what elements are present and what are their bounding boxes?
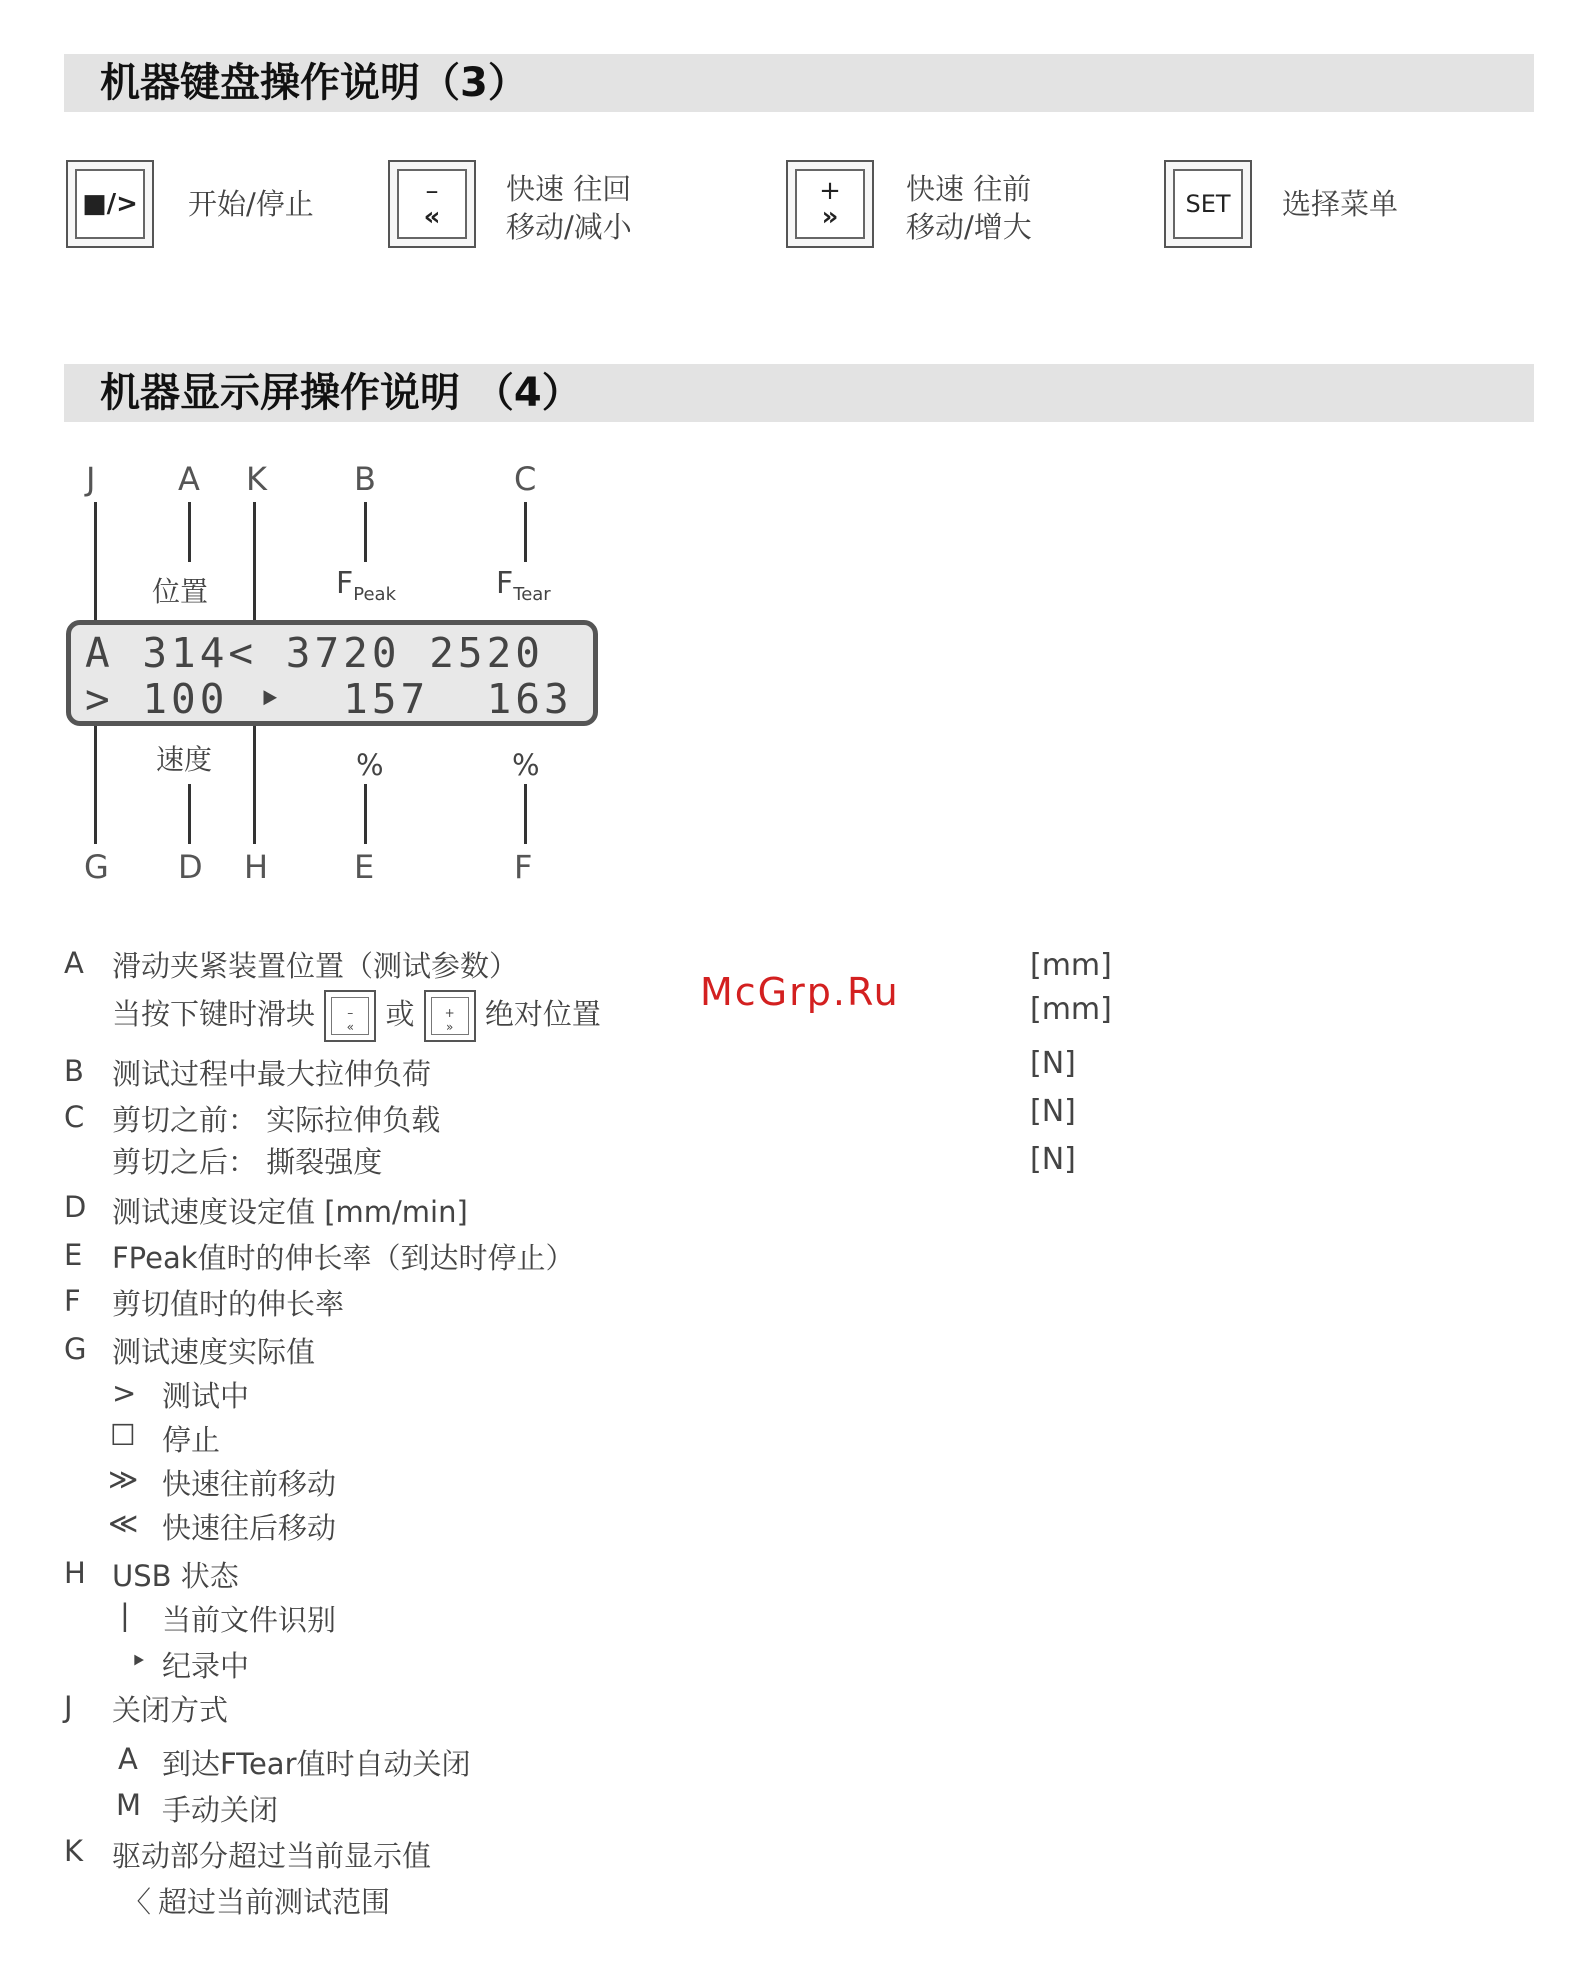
- legend-D-text: 测试速度设定值 [mm/min]: [112, 1195, 468, 1229]
- lcd-display: [66, 620, 598, 726]
- legend-K-item-text: 超过当前测试范围: [158, 1885, 391, 1919]
- rewind-minus-key[interactable]: [388, 160, 476, 248]
- legend-A2-pre: 当按下键时滑块: [112, 997, 316, 1031]
- set-glyph: SET: [1185, 190, 1231, 218]
- legend-H-text: USB 状态: [112, 1559, 239, 1593]
- legend-H-item-sym: |: [120, 1598, 130, 1632]
- legend-C2-text: 剪切之后： 撕裂强度: [112, 1145, 383, 1179]
- legend-G-letter: G: [64, 1332, 87, 1366]
- label-C: C: [514, 460, 537, 498]
- legend-H-letter: H: [64, 1556, 86, 1590]
- legend-J-item-sym: A: [118, 1742, 138, 1776]
- legend-B-unit: [N]: [1030, 1046, 1076, 1081]
- line-A-top: [188, 502, 191, 562]
- legend-G-item-text: 快速往后移动: [162, 1511, 337, 1545]
- legend-A-text: 滑动夹紧装置位置（测试参数）: [112, 949, 519, 983]
- start-stop-label: 开始/停止: [188, 187, 314, 221]
- legend-F-text: 剪切值时的伸长率: [112, 1287, 345, 1321]
- label-A: A: [178, 460, 200, 498]
- label-D: D: [178, 848, 203, 886]
- legend-A2-unit: [mm]: [1030, 992, 1112, 1027]
- fpeak-main: F: [336, 566, 354, 601]
- legend-B-letter: B: [64, 1054, 84, 1088]
- line-D-bottom: [188, 784, 191, 844]
- legend-A2-or: 或: [385, 997, 415, 1031]
- line-E-bottom: [364, 784, 367, 844]
- legend-C-letter: C: [64, 1100, 85, 1134]
- line-B-top: [364, 502, 367, 562]
- legend-E-letter: E: [64, 1238, 83, 1272]
- legend-C-unit: [N]: [1030, 1094, 1076, 1129]
- start-stop-icon: [75, 169, 145, 239]
- legend-D-letter: D: [64, 1190, 87, 1224]
- label-K: K: [246, 460, 267, 498]
- legend-J-letter: J: [64, 1690, 73, 1724]
- legend-A2-post: 绝对位置: [484, 997, 601, 1031]
- start-stop-key[interactable]: [66, 160, 154, 248]
- rewind-minus-label-line1: 快速 往回: [506, 172, 632, 206]
- rewind-minus-icon: [397, 169, 467, 239]
- set-key[interactable]: [1164, 160, 1252, 248]
- label-E: E: [354, 848, 375, 886]
- label-J: J: [86, 460, 96, 498]
- legend-A-letter: A: [64, 946, 84, 980]
- legend-H-item-text: 纪录中: [162, 1649, 250, 1683]
- line-J-top: [94, 502, 97, 620]
- legend-J-item-sym: M: [116, 1788, 142, 1822]
- line-K-top: [253, 502, 256, 620]
- legend-A-unit: [mm]: [1030, 948, 1112, 983]
- mini-double-right: »: [446, 1020, 454, 1034]
- plus-key-icon: [424, 990, 476, 1042]
- caption-fpeak: [336, 566, 396, 605]
- legend-G-item-sym: >: [112, 1376, 137, 1410]
- legend-G-text: 测试速度实际值: [112, 1335, 316, 1369]
- caption-position: 位置: [152, 575, 209, 608]
- lcd-row-1: A 314< 3720 2520: [85, 629, 544, 677]
- legend-G-item-text: 快速往前移动: [162, 1467, 337, 1501]
- label-G: G: [84, 848, 109, 886]
- forward-plus-key[interactable]: [786, 160, 874, 248]
- legend-J-text: 关闭方式: [112, 1693, 229, 1727]
- legend-G-item-text: 停止: [162, 1423, 221, 1457]
- legend-A2: [112, 990, 601, 1042]
- caption-pct-e: %: [356, 748, 384, 782]
- mini-plus: +: [444, 1006, 455, 1020]
- line-F-bottom: [524, 784, 527, 844]
- lcd-row-2: > 100 ‣ 157 163: [85, 675, 573, 723]
- legend-C-text: 剪切之前： 实际拉伸负载: [112, 1103, 441, 1137]
- minus-glyph: –: [425, 176, 439, 206]
- caption-pct-f: %: [512, 748, 540, 782]
- legend-H-item-sym: ‣: [130, 1644, 148, 1678]
- legend-G-item-text: 测试中: [162, 1379, 250, 1413]
- ftear-sub: Tear: [513, 584, 551, 605]
- start-stop-glyph: ■/>: [82, 189, 138, 219]
- watermark: McGrp.Ru: [700, 970, 900, 1014]
- plus-glyph: +: [819, 176, 841, 206]
- section3-title: 机器键盘操作说明（3）: [64, 54, 1534, 112]
- label-F: F: [514, 848, 533, 886]
- mini-double-left: «: [346, 1020, 354, 1034]
- label-B: B: [354, 460, 376, 498]
- caption-speed: 速度: [156, 743, 213, 776]
- section4-title: 机器显示屏操作说明 （4）: [64, 364, 1534, 422]
- line-H-bottom: [253, 726, 256, 844]
- forward-plus-label-line1: 快速 往前: [906, 172, 1032, 206]
- legend-K-item-sym: 〈: [122, 1885, 152, 1919]
- fpeak-sub: Peak: [353, 584, 397, 605]
- double-right-glyph: »: [821, 202, 839, 232]
- rewind-minus-label-line2: 移动/减小: [506, 210, 632, 244]
- legend-K-text: 驱动部分超过当前显示值: [112, 1839, 432, 1873]
- legend-K-letter: K: [64, 1834, 84, 1868]
- forward-plus-icon: [795, 169, 865, 239]
- legend-G-item-sym: ☐: [110, 1418, 136, 1452]
- legend-G-item-sym: ≪: [108, 1506, 139, 1540]
- line-G-bottom: [94, 726, 97, 844]
- caption-ftear: [496, 566, 551, 605]
- legend-G-item-sym: ≫: [108, 1462, 139, 1496]
- label-H: H: [244, 848, 269, 886]
- legend-B-text: 测试过程中最大拉伸负荷: [112, 1057, 432, 1091]
- legend-J-item-text: 手动关闭: [162, 1793, 279, 1827]
- legend-H-item-text: 当前文件识别: [162, 1603, 337, 1637]
- set-label: 选择菜单: [1282, 187, 1399, 221]
- mini-minus: –: [347, 1006, 354, 1020]
- double-left-glyph: «: [423, 202, 441, 232]
- set-icon: [1173, 169, 1243, 239]
- minus-key-icon: [324, 990, 376, 1042]
- forward-plus-label-line2: 移动/增大: [906, 210, 1032, 244]
- legend-E-text: FPeak值时的伸长率（到达时停止）: [112, 1241, 575, 1275]
- ftear-main: F: [496, 566, 514, 601]
- legend-C2-unit: [N]: [1030, 1142, 1076, 1177]
- line-C-top: [524, 502, 527, 562]
- legend-F-letter: F: [64, 1284, 81, 1318]
- legend-J-item-text: 到达FTear值时自动关闭: [162, 1747, 471, 1781]
